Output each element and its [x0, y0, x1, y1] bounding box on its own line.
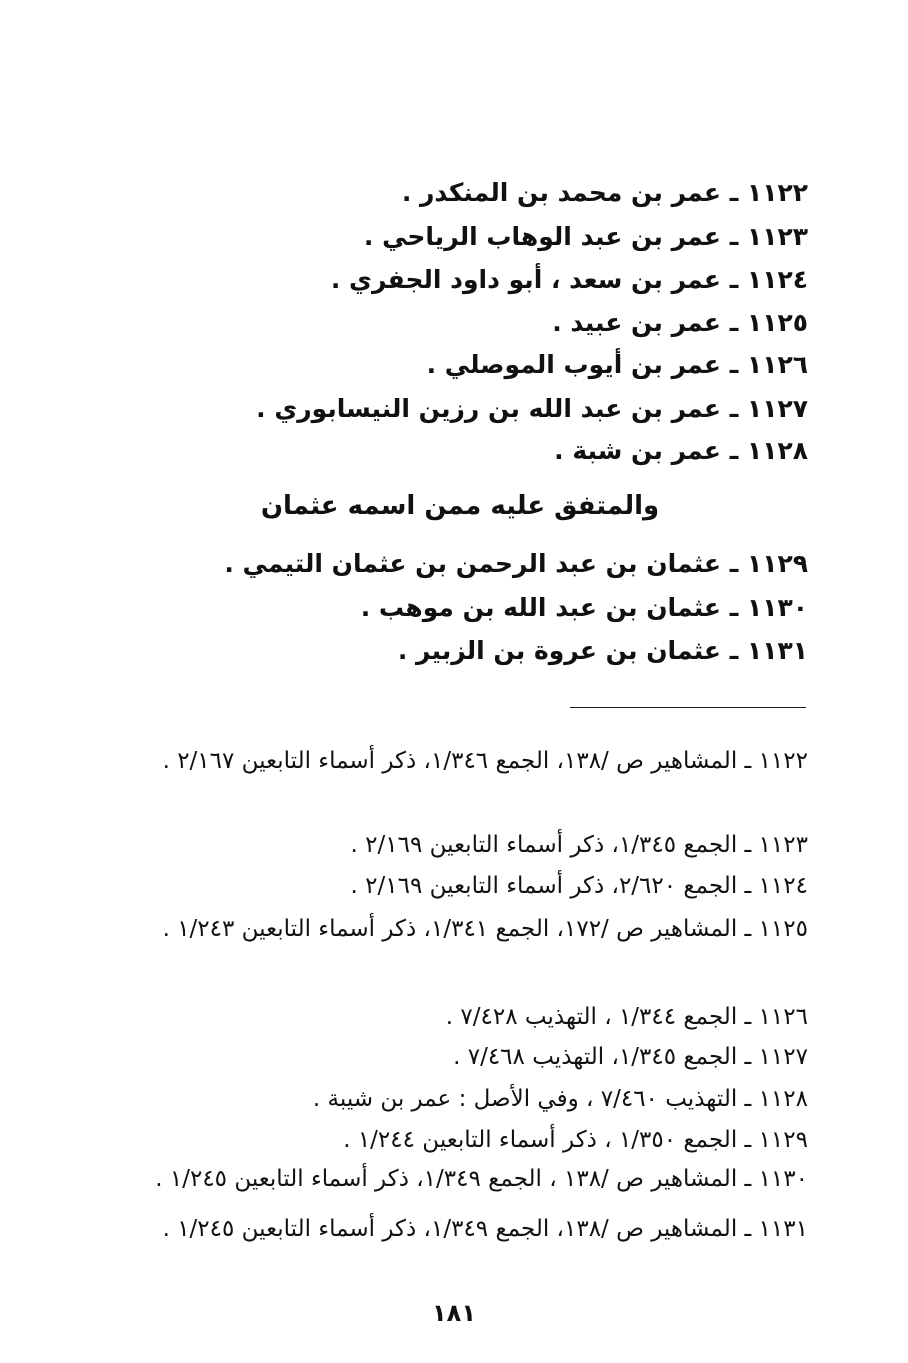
entry-1129: ١١٢٩ ـ عثمان بن عبد الرحمن بن عثمان التيمي .	[224, 549, 808, 578]
entry-1124: ١١٢٤ ـ عمر بن سعد ، أبو داود الجفري .	[330, 265, 808, 294]
footnote-separator	[570, 707, 806, 708]
entry-1130: ١١٣٠ ـ عثمان بن عبد الله بن موهب .	[360, 593, 808, 622]
entry-1126: ١١٢٦ ـ عمر بن أيوب الموصلي .	[426, 350, 808, 379]
footnote-1126: ١١٢٦ ـ الجمع ١/٣٤٤ ، التهذيب ٧/٤٢٨ .	[445, 1004, 808, 1030]
footnote-1129: ١١٢٩ ـ الجمع ١/٣٥٠ ، ذكر أسماء التابعين ١/٢٤٤ .	[343, 1127, 808, 1153]
entry-1122: ١١٢٢ ـ عمر بن محمد بن المنكدر .	[401, 178, 808, 207]
entry-1127: ١١٢٧ ـ عمر بن عبد الله بن رزين النيسابوري .	[256, 394, 808, 423]
footnote-1130: ١١٣٠ ـ المشاهير ص /١٣٨ ، الجمع ١/٣٤٩، ذكر أسماء التابعين ١/٢٤٥ .	[155, 1166, 808, 1192]
footnote-1128: ١١٢٨ ـ التهذيب ٧/٤٦٠ ، وفي الأصل : عمر بن شيبة .	[312, 1086, 808, 1112]
footnote-1123: ١١٢٣ ـ الجمع ١/٣٤٥، ذكر أسماء التابعين ٢/١٦٩ .	[350, 832, 808, 858]
footnote-1131: ١١٣١ ـ المشاهير ص /١٣٨، الجمع ١/٣٤٩، ذكر أسماء التابعين ١/٢٤٥ .	[162, 1216, 808, 1242]
entry-1125: ١١٢٥ ـ عمر بن عبيد .	[552, 308, 808, 337]
entry-1128: ١١٢٨ ـ عمر بن شبة .	[554, 436, 808, 465]
entry-1123: ١١٢٣ ـ عمر بن عبد الوهاب الرياحي .	[363, 222, 808, 251]
footnote-1122: ١١٢٢ ـ المشاهير ص /١٣٨، الجمع ١/٣٤٦، ذكر أسماء التابعين ٢/١٦٧ .	[162, 748, 808, 774]
entry-1131: ١١٣١ ـ عثمان بن عروة بن الزبير .	[397, 636, 808, 665]
footnote-1124: ١١٢٤ ـ الجمع ٢/٦٢٠، ذكر أسماء التابعين ٢/١٦٩ .	[350, 873, 808, 899]
footnote-1125: ١١٢٥ ـ المشاهير ص /١٧٢، الجمع ١/٣٤١، ذكر أسماء التابعين ١/٢٤٣ .	[162, 916, 808, 942]
footnote-1127: ١١٢٧ ـ الجمع ١/٣٤٥، التهذيب ٧/٤٦٨ .	[453, 1044, 808, 1070]
page-number: ١٨١	[432, 1299, 476, 1327]
section-heading: والمتفق عليه ممن اسمه عثمان	[260, 491, 660, 521]
